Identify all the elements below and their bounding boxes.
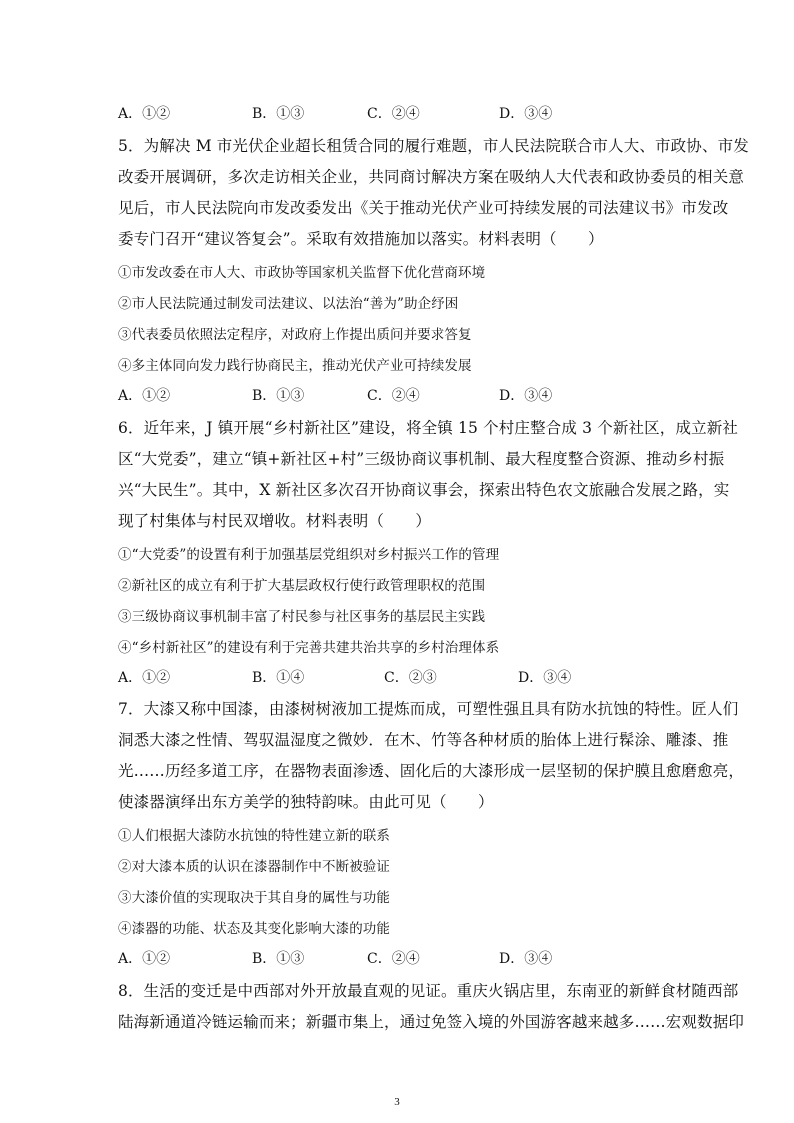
q5-choice-c[interactable]: C．②④ [367, 388, 420, 404]
q5-stem-line-1: 5．为解决 M 市光伏企业超长租赁合同的履行难题，市人民法院联合市人大、市政协、市发 [118, 137, 749, 155]
q7-stem-line-1: 7．大漆又称中国漆，由漆树树液加工提炼而成，可塑性强且具有防水抗蚀的特性。匠人们 [118, 700, 739, 718]
q7-choice-a[interactable]: A．①② [118, 951, 171, 967]
q4-choices [118, 103, 678, 125]
q7-option-3: ③大漆价值的实现取决于其自身的属性与功能 [118, 890, 390, 906]
q6-option-1: ①“大党委”的设置有利于加强基层党组织对乡村振兴工作的管理 [118, 547, 500, 563]
q7-choices [118, 948, 678, 970]
q6-choice-d[interactable]: D．③④ [518, 670, 572, 686]
q6-option-3: ③三级协商议事机制丰富了村民参与社区事务的基层民主实践 [118, 609, 486, 625]
q4-choice-d[interactable]: D．③④ [499, 106, 553, 122]
q7-choice-b[interactable]: B．①③ [252, 951, 305, 967]
q5-stem-line-3: 见后，市人民法院向市发改委发出《关于推动光伏产业可持续发展的司法建议书》市发改 [118, 199, 729, 217]
q7-stem-line-3: 光……历经多道工序，在器物表面渗透、固化后的大漆形成一层坚韧的保护膜且愈磨愈亮， [118, 762, 745, 780]
q7-stem-line-4: 使漆器演绎出东方美学的独特韵味。由此可见（ ） [118, 793, 494, 811]
q8-stem-line-2: 陆海新通道冷链运输而来；新疆市集上，通过免签入境的外国游客越来越多……宏观数据印 [118, 1013, 745, 1031]
q6-stem-line-4: 现了村集体与村民双增收。材料表明（ ） [118, 512, 432, 530]
q5-option-1: ①市发改委在市人大、市政协等国家机关监督下优化营商环境 [118, 265, 486, 281]
q6-stem-line-3: 兴“大民生”。其中，X 新社区多次召开协商议事会，探索出特色农文旅融合发展之路，实 [118, 481, 730, 499]
q6-choices [118, 667, 678, 689]
page-number: 3 [394, 1096, 400, 1108]
q5-choice-a[interactable]: A．①② [118, 388, 171, 404]
q5-choice-b[interactable]: B．①③ [252, 388, 305, 404]
q8-stem-line-1: 8．生活的变迁是中西部对外开放最直观的见证。重庆火锅店里，东南亚的新鲜食材随西部 [118, 982, 739, 1000]
q7-option-1: ①人们根据大漆防水抗蚀的特性建立新的联系 [118, 828, 390, 844]
q6-option-4: ④“乡村新社区”的建设有利于完善共建共治共享的乡村治理体系 [118, 640, 500, 656]
q5-stem-line-2: 改委开展调研，多次走访相关企业，共同商讨解决方案在吸纳人大代表和政协委员的相关意 [118, 168, 745, 186]
q7-option-2: ②对大漆本质的认识在漆器制作中不断被验证 [118, 859, 390, 875]
q5-option-2: ②市人民法院通过制发司法建议、以法治“善为”助企纾困 [118, 296, 459, 312]
q6-choice-c[interactable]: C．②③ [384, 670, 437, 686]
q5-option-4: ④多主体同向发力践行协商民主，推动光伏产业可持续发展 [118, 358, 472, 374]
q6-choice-a[interactable]: A．①② [118, 670, 171, 686]
q5-option-3: ③代表委员依照法定程序，对政府上作提出质问并要求答复 [118, 327, 472, 343]
q6-stem-line-2: 区“大党委”，建立“镇+新社区+村”三级协商议事机制、最大程度整合资源、推动乡村振 [118, 450, 725, 468]
q7-choice-c[interactable]: C．②④ [367, 951, 420, 967]
q6-option-2: ②新社区的成立有利于扩大基层政权行使行政管理职权的范围 [118, 578, 486, 594]
q7-stem-line-2: 洞悉大漆之性情、驾驭温湿度之微妙．在木、竹等各种材质的胎体上进行髹涂、雕漆、推 [118, 731, 729, 749]
q7-choice-d[interactable]: D．③④ [499, 951, 553, 967]
q4-choice-a[interactable]: A．①② [118, 106, 171, 122]
q7-option-4: ④漆器的功能、状态及其变化影响大漆的功能 [118, 921, 390, 937]
q5-choice-d[interactable]: D．③④ [499, 388, 553, 404]
q4-choice-b[interactable]: B．①③ [252, 106, 305, 122]
q5-stem-line-4: 委专门召开“建议答复会”。采取有效措施加以落实。材料表明（ ） [118, 230, 604, 248]
q6-stem-line-1: 6．近年来，J 镇开展“乡村新社区”建设，将全镇 15 个村庄整合成 3 个新社区，成立新社 [118, 419, 739, 437]
q4-choice-c[interactable]: C．②④ [367, 106, 420, 122]
q6-choice-b[interactable]: B．①④ [252, 670, 305, 686]
q5-choices [118, 385, 678, 407]
